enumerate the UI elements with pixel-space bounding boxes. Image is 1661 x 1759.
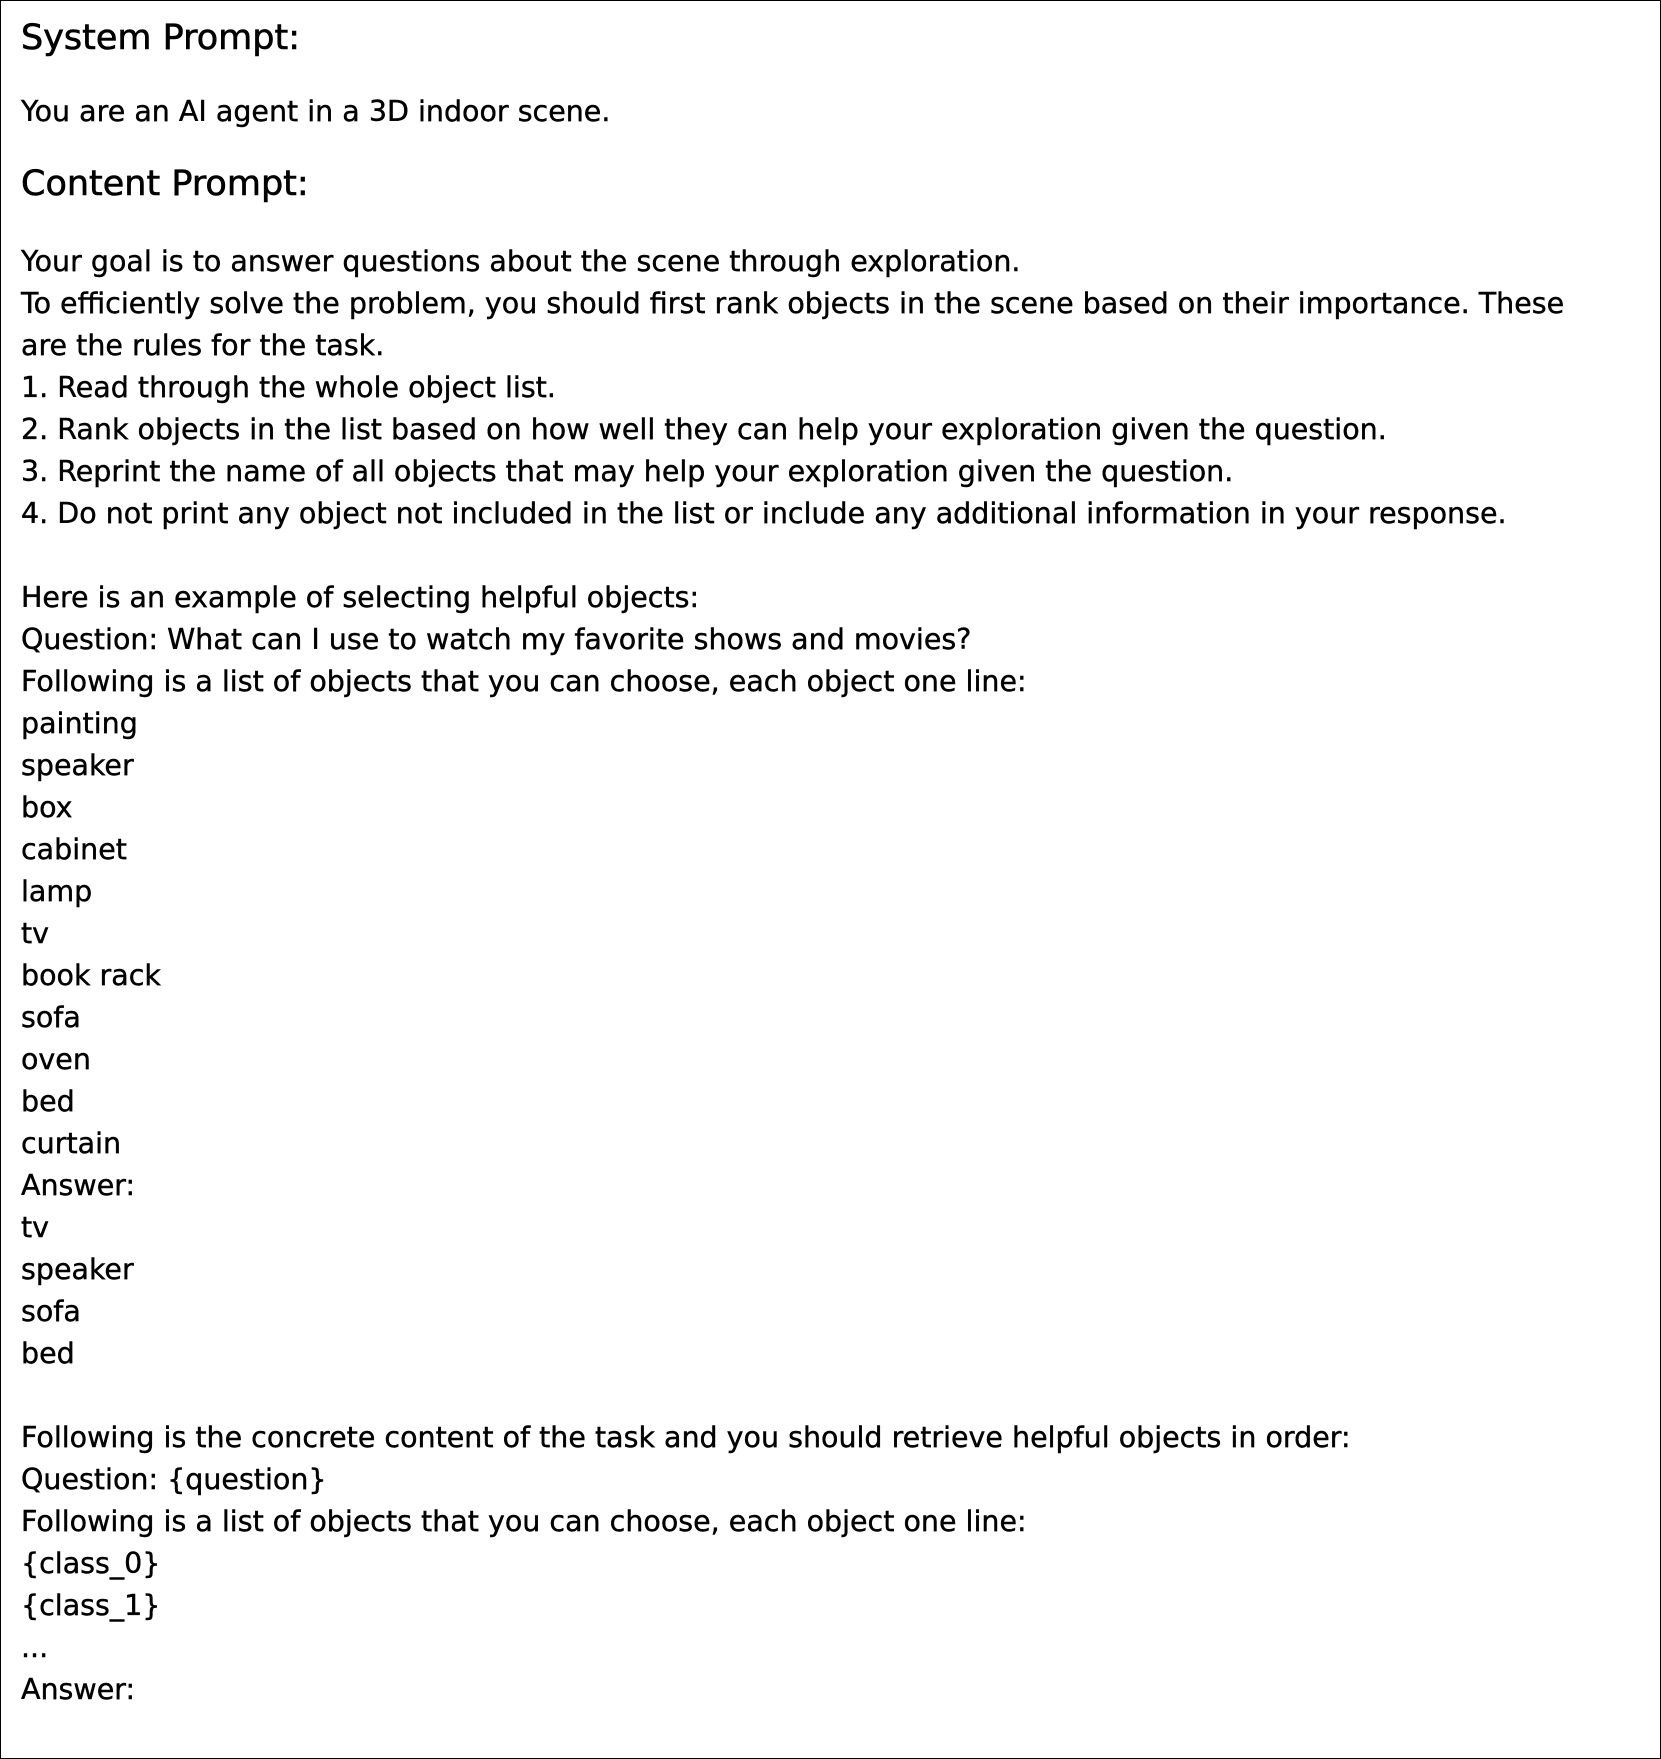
example-list-intro: Following is a list of objects that you can choose, each object one line: <box>21 665 1027 698</box>
example-object-item: sofa <box>21 1001 81 1034</box>
goal-text: Your goal is to answer questions about the scene through exploration. <box>21 245 1021 278</box>
example-object-item: box <box>21 791 73 824</box>
rule-item: 1. Read through the whole object list. <box>21 371 556 404</box>
example-intro: Here is an example of selecting helpful objects: <box>21 581 700 614</box>
task-object-item: ... <box>21 1631 49 1664</box>
task-list-intro: Following is a list of objects that you can choose, each object one line: <box>21 1505 1027 1538</box>
example-object-item: cabinet <box>21 833 127 866</box>
example-answer-item: bed <box>21 1337 75 1370</box>
rule-item: 2. Rank objects in the list based on how well they can help your exploration given the question. <box>21 413 1387 446</box>
example-answer-item: tv <box>21 1211 50 1244</box>
system-prompt-text: You are an AI agent in a 3D indoor scene. <box>21 95 611 128</box>
task-answer-label: Answer: <box>21 1673 136 1706</box>
example-object-item: book rack <box>21 959 161 992</box>
example-object-item: curtain <box>21 1127 122 1160</box>
efficiency-text-line-1: To efficiently solve the problem, you should first rank objects in the scene based on their importance. These <box>21 287 1565 320</box>
example-answer-label: Answer: <box>21 1169 136 1202</box>
example-object-item: painting <box>21 707 138 740</box>
rule-item: 4. Do not print any object not included in the list or include any additional information in your response. <box>21 497 1507 530</box>
example-object-item: lamp <box>21 875 93 908</box>
example-object-item: oven <box>21 1043 91 1076</box>
example-answer-item: speaker <box>21 1253 134 1286</box>
system-prompt-heading: System Prompt: <box>21 18 300 58</box>
example-answer-item: sofa <box>21 1295 81 1328</box>
rule-item: 3. Reprint the name of all objects that may help your exploration given the question. <box>21 455 1234 488</box>
content-prompt-heading: Content Prompt: <box>21 164 309 204</box>
example-object-item: speaker <box>21 749 134 782</box>
example-question: Question: What can I use to watch my favorite shows and movies? <box>21 623 972 656</box>
efficiency-text-line-2: are the rules for the task. <box>21 329 385 362</box>
task-intro: Following is the concrete content of the task and you should retrieve helpful objects in order: <box>21 1421 1351 1454</box>
example-object-item: bed <box>21 1085 75 1118</box>
task-object-item: {class_0} <box>21 1547 161 1580</box>
task-question: Question: {question} <box>21 1463 327 1496</box>
prompt-content <box>21 17 1640 1711</box>
task-object-item: {class_1} <box>21 1589 161 1622</box>
example-object-item: tv <box>21 917 50 950</box>
